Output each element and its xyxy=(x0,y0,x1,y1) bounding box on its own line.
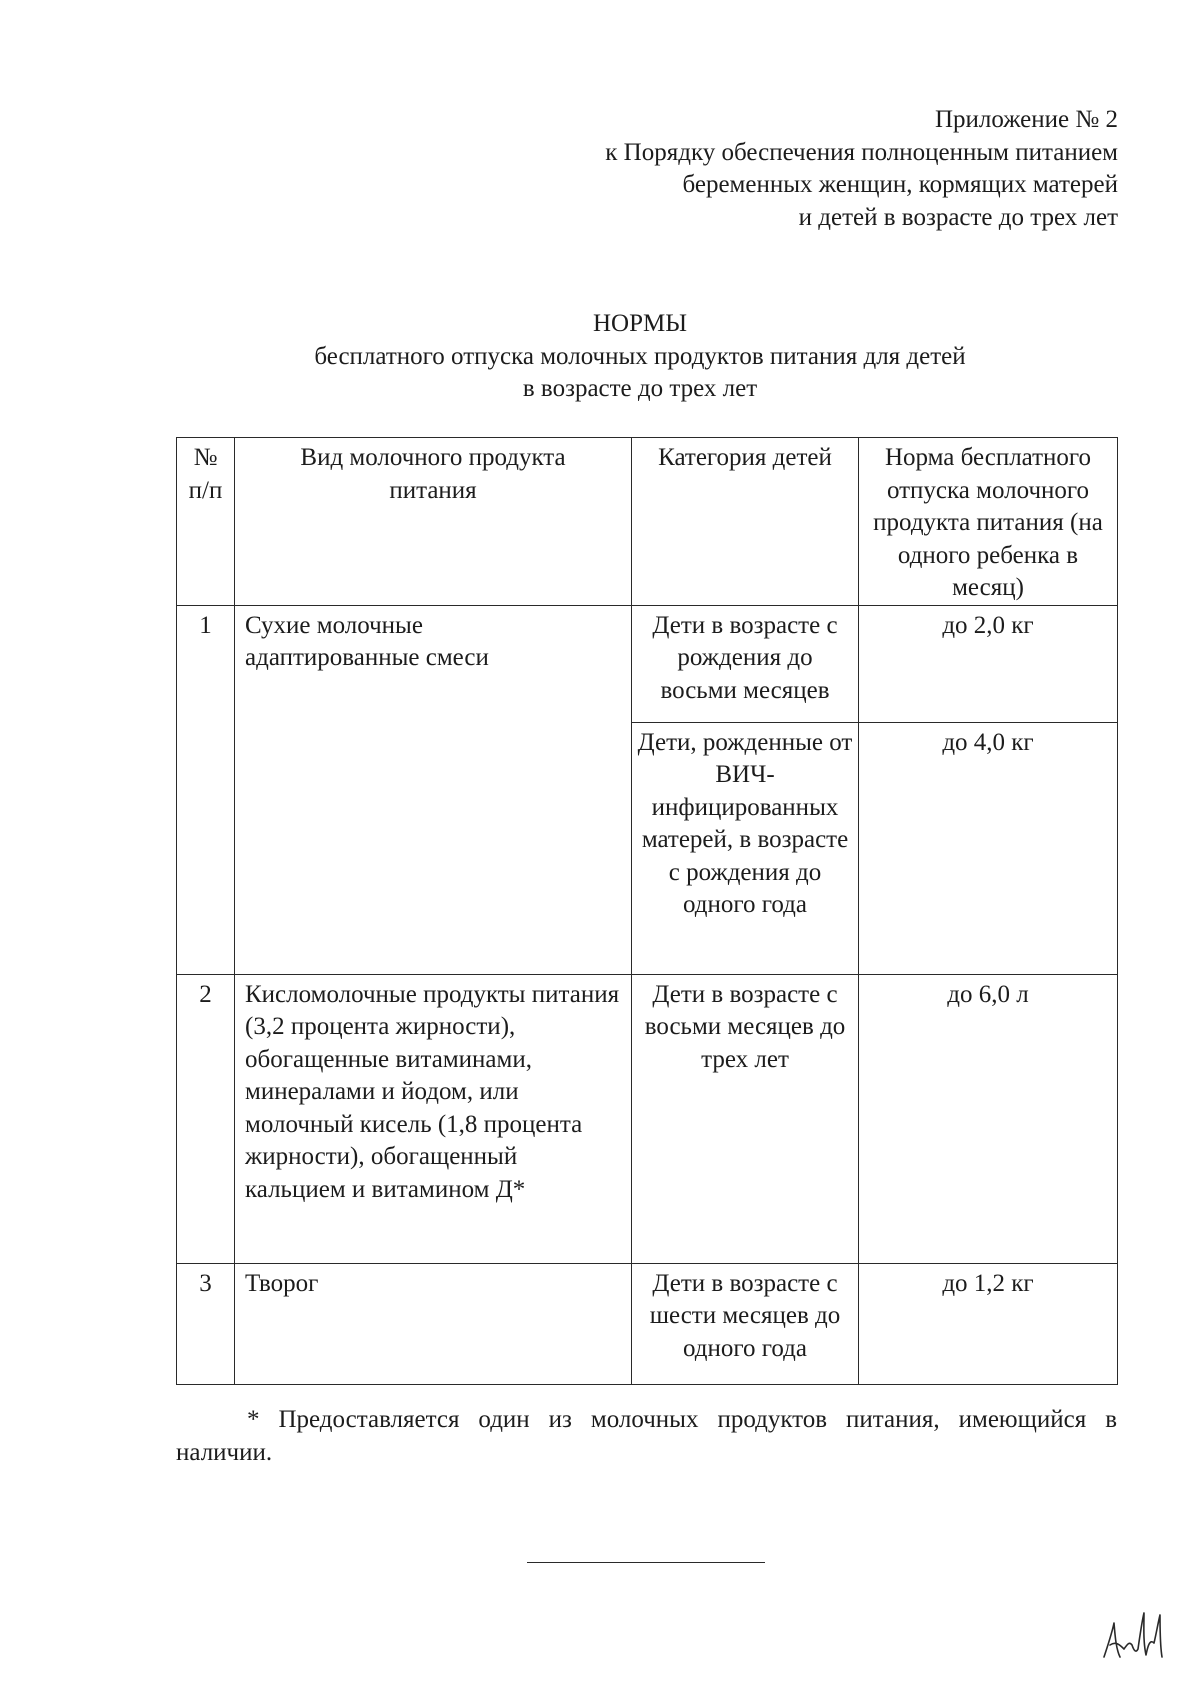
footnote: * Предоставляется один из молочных продуктов питания, имеющийся в наличии. xyxy=(176,1406,1117,1466)
appendix-line-2: к Порядку обеспечения полноценным питанием xyxy=(605,138,1118,166)
table-row xyxy=(177,974,1118,1263)
norms-table xyxy=(176,437,1118,1385)
row-1-category-1: Дети в возрасте с рождения до восьми месяцев xyxy=(632,605,859,722)
row-3-product: Творог xyxy=(235,1263,632,1384)
header-product: Вид молочного продукта питания xyxy=(235,438,632,606)
header-category: Категория детей xyxy=(632,438,859,606)
appendix-line-4: и детей в возрасте до трех лет xyxy=(798,203,1118,231)
header-norm: Норма бесплатного отпуска молочного продукта питания (на одного ребенка в месяц) xyxy=(859,438,1118,606)
document-subtitle-line-1: бесплатного отпуска молочных продуктов питания для детей xyxy=(314,342,966,370)
signature-mark xyxy=(1100,1605,1170,1665)
row-1-product: Сухие молочные адаптированные смеси xyxy=(235,605,632,974)
document-title: НОРМЫ xyxy=(592,310,688,337)
row-1-category-2: Дети, рожденные от ВИЧ-инфицированных матерей, в возрасте с рождения до одного года xyxy=(632,722,859,974)
row-2-norm: до 6,0 л xyxy=(859,974,1118,1263)
row-3-num: 3 xyxy=(177,1263,235,1384)
appendix-block xyxy=(605,104,1118,234)
row-1-num: 1 xyxy=(177,605,235,974)
table-row xyxy=(177,1263,1118,1384)
document-subtitle-line-2: в возрасте до трех лет xyxy=(522,375,758,402)
appendix-line-3: беременных женщин, кормящих матерей xyxy=(682,171,1118,198)
table-header-row xyxy=(177,438,1118,606)
row-1-norm-2: до 4,0 кг xyxy=(859,722,1118,974)
row-2-category: Дети в возрасте с восьми месяцев до трех лет xyxy=(632,974,859,1263)
table-row xyxy=(177,605,1118,722)
row-2-product: Кисломолочные продукты питания (3,2 процента жирности), обогащенные витаминами, минералами и йодом, или молочный кисель (1,8 процента жирности), обогащенный кальцием и витамином Д* xyxy=(235,974,632,1263)
row-3-category: Дети в возрасте с шести месяцев до одного года xyxy=(632,1263,859,1384)
header-num: № п/п xyxy=(177,438,235,606)
closing-rule xyxy=(527,1562,765,1563)
appendix-line-1: Приложение № 2 xyxy=(934,106,1118,133)
document-heading xyxy=(160,308,1120,406)
row-1-norm-1: до 2,0 кг xyxy=(859,605,1118,722)
row-3-norm: до 1,2 кг xyxy=(859,1263,1118,1384)
row-2-num: 2 xyxy=(177,974,235,1263)
